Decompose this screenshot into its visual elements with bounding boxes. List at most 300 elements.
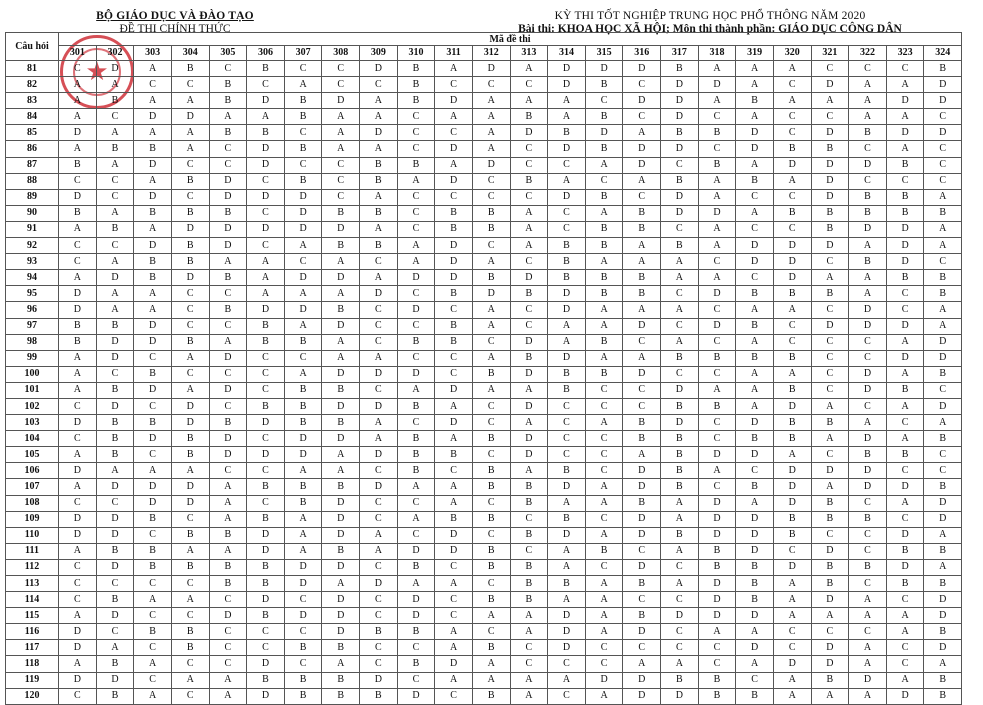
answer-cell: A: [435, 624, 473, 640]
answer-cell: D: [435, 543, 473, 559]
answer-cell: A: [698, 270, 736, 286]
answer-cell: C: [736, 221, 774, 237]
answer-cell: B: [623, 608, 661, 624]
answer-cell: C: [59, 173, 97, 189]
answer-cell: C: [623, 543, 661, 559]
answer-cell: B: [698, 125, 736, 141]
answer-cell: B: [886, 576, 924, 592]
question-number: 102: [6, 398, 59, 414]
answer-cell: B: [811, 495, 849, 511]
table-row: [6, 398, 962, 414]
exam-code-header-cell: 318: [698, 46, 736, 61]
answer-cell: D: [924, 350, 962, 366]
answer-cell: C: [811, 447, 849, 463]
answer-cell: C: [811, 366, 849, 382]
answer-cell: A: [548, 543, 586, 559]
answer-cell: B: [284, 93, 322, 109]
answer-cell: D: [886, 688, 924, 704]
answer-cell: C: [661, 221, 699, 237]
answer-cell: C: [849, 398, 887, 414]
answer-cell: A: [171, 141, 209, 157]
answer-cell: A: [322, 109, 360, 125]
answer-cell: A: [924, 238, 962, 254]
answer-cell: A: [134, 61, 172, 77]
answer-cell: D: [924, 77, 962, 93]
answer-cell: A: [623, 447, 661, 463]
answer-cell: C: [247, 640, 285, 656]
answer-cell: B: [924, 688, 962, 704]
answer-cell: A: [134, 302, 172, 318]
answer-cell: A: [585, 318, 623, 334]
answer-cell: A: [284, 238, 322, 254]
answer-cell: C: [736, 463, 774, 479]
answer-cell: C: [284, 592, 322, 608]
question-number: 114: [6, 592, 59, 608]
answer-cell: D: [736, 141, 774, 157]
answer-cell: D: [736, 415, 774, 431]
answer-cell: D: [773, 495, 811, 511]
answer-cell: B: [548, 125, 586, 141]
answer-cell: D: [134, 431, 172, 447]
answer-cell: B: [472, 640, 510, 656]
answer-cell: D: [924, 592, 962, 608]
answer-cell: D: [134, 495, 172, 511]
answer-cell: D: [96, 672, 134, 688]
answer-cell: D: [284, 608, 322, 624]
answer-cell: C: [886, 415, 924, 431]
answer-cell: D: [397, 608, 435, 624]
answer-cell: B: [924, 431, 962, 447]
question-column-header: Câu hỏi: [6, 33, 59, 61]
answer-cell: B: [924, 366, 962, 382]
answer-cell: D: [548, 479, 586, 495]
answer-cell: A: [96, 157, 134, 173]
answer-cell: C: [472, 398, 510, 414]
answer-cell: A: [510, 672, 548, 688]
answer-cell: A: [472, 318, 510, 334]
answer-cell: B: [209, 93, 247, 109]
answer-cell: C: [886, 656, 924, 672]
answer-cell: C: [397, 672, 435, 688]
answer-cell: A: [397, 576, 435, 592]
answer-cell: A: [623, 254, 661, 270]
answer-cell: C: [811, 350, 849, 366]
answer-cell: D: [548, 189, 586, 205]
answer-cell: C: [435, 302, 473, 318]
question-number: 104: [6, 431, 59, 447]
answer-cell: C: [247, 495, 285, 511]
answer-cell: D: [209, 189, 247, 205]
answer-cell: D: [510, 398, 548, 414]
answer-cell: D: [773, 238, 811, 254]
answer-cell: C: [849, 624, 887, 640]
answer-cell: B: [661, 463, 699, 479]
answer-cell: A: [736, 157, 774, 173]
exam-code-header-cell: 322: [849, 46, 887, 61]
answer-cell: C: [171, 157, 209, 173]
answer-cell: C: [59, 61, 97, 77]
answer-cell: B: [623, 576, 661, 592]
answer-cell: A: [698, 624, 736, 640]
question-number: 93: [6, 254, 59, 270]
table-row: [6, 640, 962, 656]
answer-cell: A: [435, 61, 473, 77]
answer-cell: C: [585, 656, 623, 672]
answer-cell: D: [623, 463, 661, 479]
answer-cell: C: [360, 559, 398, 575]
answer-cell: D: [284, 576, 322, 592]
answer-cell: A: [209, 109, 247, 125]
answer-cell: D: [773, 479, 811, 495]
answer-cell: D: [849, 463, 887, 479]
answer-cell: D: [623, 93, 661, 109]
answer-cell: A: [171, 543, 209, 559]
answer-key-table: [5, 32, 962, 705]
answer-cell: D: [623, 511, 661, 527]
answer-cell: C: [247, 238, 285, 254]
answer-cell: D: [510, 447, 548, 463]
answer-cell: C: [849, 334, 887, 350]
answer-cell: D: [284, 189, 322, 205]
answer-cell: B: [623, 415, 661, 431]
answer-cell: A: [886, 109, 924, 125]
answer-cell: B: [397, 624, 435, 640]
answer-cell: A: [924, 559, 962, 575]
answer-cell: A: [209, 543, 247, 559]
answer-cell: C: [849, 543, 887, 559]
answer-cell: A: [548, 559, 586, 575]
answer-cell: A: [773, 592, 811, 608]
answer-cell: C: [849, 61, 887, 77]
answer-cell: B: [510, 350, 548, 366]
answer-cell: C: [397, 141, 435, 157]
answer-cell: C: [171, 608, 209, 624]
answer-cell: A: [284, 463, 322, 479]
question-number: 86: [6, 141, 59, 157]
answer-cell: D: [134, 109, 172, 125]
answer-cell: C: [661, 640, 699, 656]
answer-cell: C: [472, 334, 510, 350]
answer-cell: D: [811, 125, 849, 141]
exam-code-header-cell: 312: [472, 46, 510, 61]
answer-cell: B: [397, 431, 435, 447]
answer-cell: C: [472, 173, 510, 189]
answer-cell: B: [134, 270, 172, 286]
answer-cell: B: [209, 77, 247, 93]
answer-cell: C: [284, 61, 322, 77]
answer-cell: C: [661, 157, 699, 173]
answer-cell: B: [472, 592, 510, 608]
answer-cell: B: [510, 286, 548, 302]
answer-cell: D: [811, 189, 849, 205]
answer-cell: C: [360, 463, 398, 479]
answer-cell: D: [811, 463, 849, 479]
table-row: [6, 302, 962, 318]
answer-cell: D: [623, 624, 661, 640]
table-row: [6, 431, 962, 447]
answer-cell: B: [924, 479, 962, 495]
exam-code-header-cell: 302: [96, 46, 134, 61]
answer-cell: B: [886, 205, 924, 221]
answer-cell: A: [886, 672, 924, 688]
answer-cell: B: [360, 238, 398, 254]
answer-cell: C: [247, 77, 285, 93]
exam-code-header-cell: 323: [886, 46, 924, 61]
answer-cell: A: [472, 656, 510, 672]
answer-cell: D: [698, 77, 736, 93]
answer-cell: C: [886, 302, 924, 318]
answer-cell: B: [472, 366, 510, 382]
answer-cell: B: [247, 608, 285, 624]
answer-cell: B: [247, 511, 285, 527]
answer-cell: B: [698, 398, 736, 414]
answer-cell: B: [472, 205, 510, 221]
answer-cell: D: [96, 527, 134, 543]
answer-cell: B: [397, 157, 435, 173]
answer-cell: C: [209, 656, 247, 672]
answer-cell: A: [134, 125, 172, 141]
answer-cell: A: [59, 141, 97, 157]
answer-cell: D: [59, 302, 97, 318]
answer-cell: A: [96, 286, 134, 302]
answer-cell: B: [435, 221, 473, 237]
answer-cell: A: [585, 157, 623, 173]
answer-cell: A: [435, 431, 473, 447]
answer-cell: B: [849, 559, 887, 575]
answer-cell: B: [472, 221, 510, 237]
answer-cell: A: [849, 270, 887, 286]
answer-cell: A: [59, 656, 97, 672]
answer-cell: B: [397, 398, 435, 414]
answer-cell: B: [736, 688, 774, 704]
answer-cell: D: [736, 527, 774, 543]
answer-cell: B: [322, 640, 360, 656]
answer-cell: A: [811, 479, 849, 495]
answer-cell: D: [284, 302, 322, 318]
answer-cell: A: [736, 61, 774, 77]
answer-cell: B: [247, 61, 285, 77]
answer-cell: B: [134, 366, 172, 382]
answer-cell: A: [284, 318, 322, 334]
table-row: [6, 382, 962, 398]
answer-cell: C: [247, 431, 285, 447]
answer-cell: B: [134, 205, 172, 221]
answer-cell: C: [171, 656, 209, 672]
answer-cell: D: [96, 270, 134, 286]
answer-cell: A: [698, 173, 736, 189]
table-row: [6, 221, 962, 237]
answer-cell: C: [171, 318, 209, 334]
answer-cell: A: [886, 334, 924, 350]
answer-cell: B: [284, 688, 322, 704]
answer-cell: B: [886, 270, 924, 286]
answer-cell: C: [623, 592, 661, 608]
answer-cell: C: [585, 173, 623, 189]
answer-cell: B: [773, 286, 811, 302]
answer-cell: B: [247, 334, 285, 350]
answer-cell: C: [209, 640, 247, 656]
answer-cell: C: [886, 463, 924, 479]
answer-cell: B: [661, 527, 699, 543]
question-number: 92: [6, 238, 59, 254]
answer-cell: A: [924, 302, 962, 318]
answer-cell: C: [849, 141, 887, 157]
answer-cell: D: [360, 125, 398, 141]
answer-cell: A: [924, 415, 962, 431]
exam-code-header-cell: 314: [548, 46, 586, 61]
answer-cell: B: [510, 109, 548, 125]
answer-cell: B: [360, 205, 398, 221]
answer-cell: B: [472, 479, 510, 495]
answer-cell: A: [623, 173, 661, 189]
answer-cell: D: [773, 270, 811, 286]
answer-cell: D: [59, 189, 97, 205]
answer-cell: A: [435, 672, 473, 688]
answer-cell: A: [510, 608, 548, 624]
answer-cell: A: [171, 463, 209, 479]
answer-cell: C: [472, 447, 510, 463]
answer-cell: D: [849, 366, 887, 382]
answer-cell: B: [736, 173, 774, 189]
answer-cell: D: [134, 334, 172, 350]
answer-cell: D: [661, 141, 699, 157]
answer-cell: D: [548, 527, 586, 543]
answer-cell: C: [96, 238, 134, 254]
answer-cell: A: [209, 511, 247, 527]
answer-cell: D: [322, 608, 360, 624]
answer-cell: A: [510, 463, 548, 479]
answer-cell: B: [247, 479, 285, 495]
question-number: 87: [6, 157, 59, 173]
answer-cell: A: [397, 254, 435, 270]
answer-cell: C: [811, 109, 849, 125]
answer-cell: B: [510, 527, 548, 543]
answer-cell: C: [773, 640, 811, 656]
answer-cell: C: [397, 286, 435, 302]
answer-cell: B: [209, 302, 247, 318]
answer-cell: C: [698, 479, 736, 495]
answer-cell: A: [585, 592, 623, 608]
answer-cell: A: [736, 398, 774, 414]
answer-cell: D: [59, 286, 97, 302]
answer-cell: D: [548, 624, 586, 640]
answer-cell: B: [435, 205, 473, 221]
answer-cell: A: [924, 221, 962, 237]
answer-cell: B: [397, 463, 435, 479]
answer-cell: D: [134, 238, 172, 254]
table-row: [6, 527, 962, 543]
answer-cell: A: [472, 350, 510, 366]
answer-cell: D: [209, 431, 247, 447]
answer-cell: C: [435, 463, 473, 479]
answer-cell: C: [322, 77, 360, 93]
answer-cell: B: [284, 640, 322, 656]
answer-cell: D: [924, 93, 962, 109]
star-icon: ★: [85, 57, 109, 87]
answer-cell: B: [811, 141, 849, 157]
answer-cell: D: [171, 495, 209, 511]
answer-cell: D: [585, 125, 623, 141]
answer-cell: C: [360, 592, 398, 608]
answer-cell: A: [510, 93, 548, 109]
answer-cell: D: [924, 125, 962, 141]
answer-cell: D: [661, 189, 699, 205]
answer-cell: B: [585, 334, 623, 350]
exam-code-header-cell: 324: [924, 46, 962, 61]
answer-cell: A: [698, 189, 736, 205]
answer-cell: A: [435, 576, 473, 592]
answer-cell: C: [585, 640, 623, 656]
answer-cell: C: [472, 189, 510, 205]
answer-cell: D: [322, 592, 360, 608]
answer-cell: D: [171, 415, 209, 431]
answer-cell: A: [698, 238, 736, 254]
answer-cell: B: [397, 559, 435, 575]
answer-cell: A: [360, 527, 398, 543]
answer-cell: D: [247, 141, 285, 157]
answer-cell: A: [435, 640, 473, 656]
answer-cell: D: [773, 157, 811, 173]
question-number: 108: [6, 495, 59, 511]
table-row: [6, 511, 962, 527]
answer-cell: D: [849, 431, 887, 447]
answer-cell: C: [360, 318, 398, 334]
table-row: [6, 415, 962, 431]
answer-cell: A: [886, 398, 924, 414]
answer-cell: A: [134, 93, 172, 109]
answer-cell: D: [510, 431, 548, 447]
answer-cell: A: [435, 157, 473, 173]
answer-cell: D: [548, 61, 586, 77]
answer-cell: D: [247, 527, 285, 543]
answer-cell: D: [472, 286, 510, 302]
answer-cell: A: [773, 61, 811, 77]
answer-cell: C: [811, 302, 849, 318]
answer-cell: B: [548, 382, 586, 398]
answer-cell: A: [322, 125, 360, 141]
answer-cell: C: [435, 608, 473, 624]
answer-cell: A: [59, 270, 97, 286]
answer-cell: A: [886, 77, 924, 93]
answer-cell: B: [849, 125, 887, 141]
answer-cell: B: [322, 415, 360, 431]
answer-cell: A: [134, 173, 172, 189]
answer-cell: D: [247, 656, 285, 672]
answer-cell: B: [247, 576, 285, 592]
answer-cell: B: [773, 141, 811, 157]
answer-cell: A: [59, 608, 97, 624]
answer-cell: B: [171, 431, 209, 447]
answer-cell: B: [209, 559, 247, 575]
answer-cell: B: [924, 576, 962, 592]
answer-cell: D: [886, 559, 924, 575]
answer-cell: D: [661, 93, 699, 109]
answer-cell: B: [698, 543, 736, 559]
answer-cell: C: [397, 125, 435, 141]
answer-cell: C: [773, 543, 811, 559]
answer-cell: B: [510, 495, 548, 511]
answer-cell: C: [247, 205, 285, 221]
answer-cell: A: [698, 61, 736, 77]
answer-cell: C: [472, 527, 510, 543]
answer-cell: A: [134, 286, 172, 302]
answer-cell: B: [360, 688, 398, 704]
answer-cell: D: [96, 398, 134, 414]
answer-cell: C: [811, 624, 849, 640]
answer-cell: A: [585, 254, 623, 270]
answer-cell: B: [134, 141, 172, 157]
answer-cell: C: [773, 125, 811, 141]
